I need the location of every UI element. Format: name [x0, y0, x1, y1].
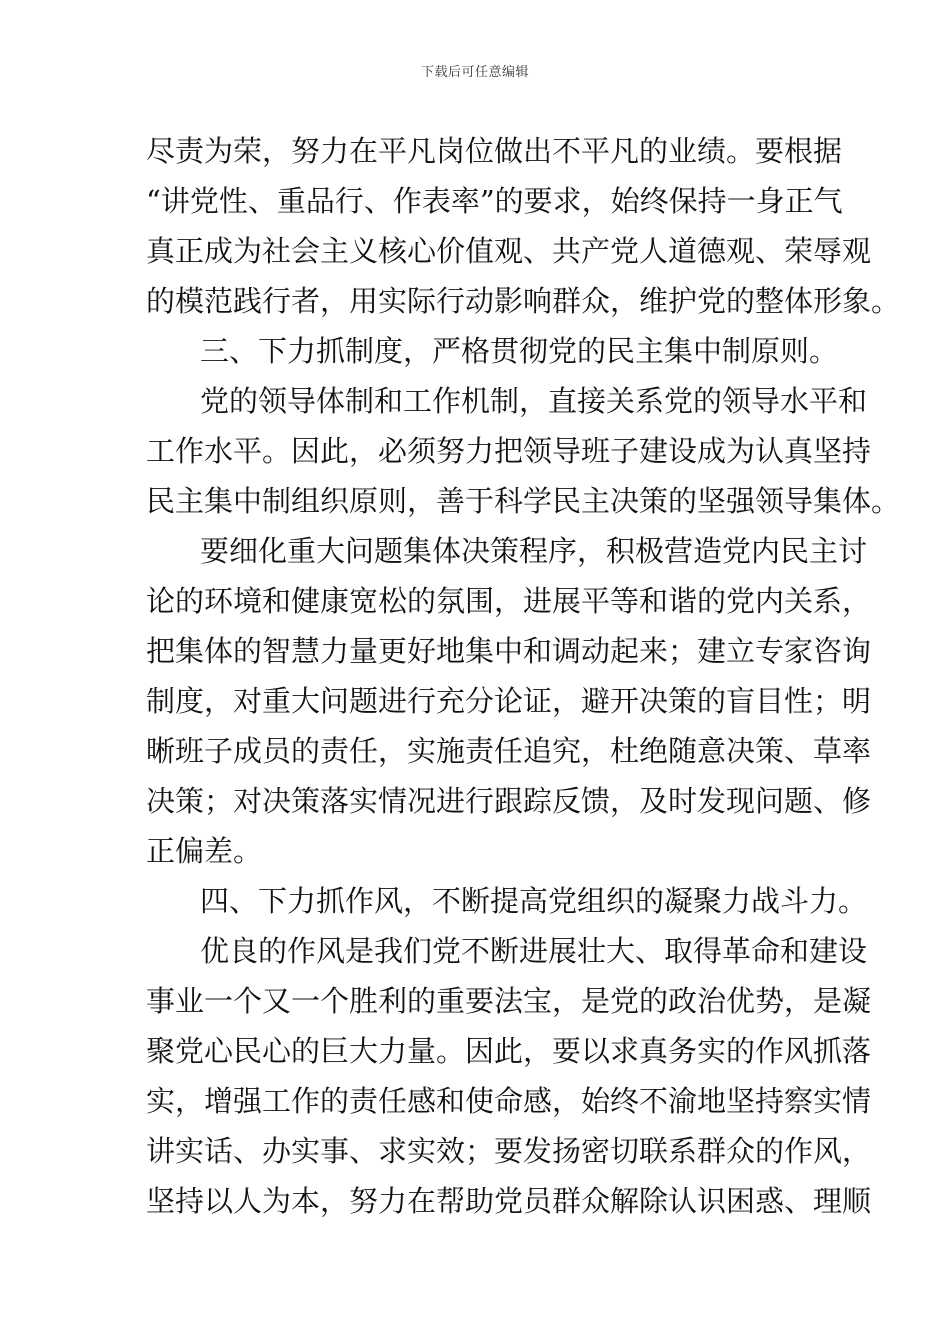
text-line: 决策；对决策落实情况进行跟踪反馈，及时发现问题、修: [146, 784, 872, 818]
text-line: “讲党性、重品行、作表率”的要求，始终保持一身正气: [146, 184, 843, 218]
text-line: 的模范践行者，用实际行动影响群众，维护党的整体形象。: [146, 284, 901, 318]
text-line: 民主集中制组织原则，善于科学民主决策的坚强领导集体。: [146, 484, 901, 518]
text-line: 聚党心民心的巨大力量。因此，要以求真务实的作风抓落: [146, 1034, 872, 1068]
text-line: 论的环境和健康宽松的氛围，进展平等和谐的党内关系，: [146, 584, 872, 618]
text-line: 三、下力抓制度，严格贯彻党的民主集中制原则。: [200, 334, 839, 368]
text-line: 优良的作风是我们党不断进展壮大、取得革命和建设: [200, 934, 868, 968]
text-line: 把集体的智慧力量更好地集中和调动起来；建立专家咨询: [146, 634, 872, 668]
text-line: 四、下力抓作风，不断提高党组织的凝聚力战斗力。: [200, 884, 868, 918]
page-header: 下载后可任意编辑: [420, 65, 529, 80]
text-line: 事业一个又一个胜利的重要法宝，是党的政治优势，是凝: [146, 984, 872, 1018]
text-line: 坚持以人为本，努力在帮助党员群众解除认识困惑、理顺: [146, 1184, 872, 1218]
text-line: 真正成为社会主义核心价值观、共产党人道德观、荣辱观: [146, 234, 872, 268]
text-line: 讲实话、办实事、求实效；要发扬密切联系群众的作风，: [146, 1134, 872, 1168]
text-line: 要细化重大问题集体决策程序，积极营造党内民主讨: [200, 534, 868, 568]
body-text: [146, 126, 901, 1226]
text-line: 正偏差。: [146, 834, 263, 868]
text-line: 晰班子成员的责任，实施责任追究，杜绝随意决策、草率: [146, 734, 872, 768]
text-line: 党的领导体制和工作机制，直接关系党的领导水平和: [200, 384, 868, 418]
text-line: 实，增强工作的责任感和使命感，始终不渝地坚持察实情: [146, 1084, 872, 1118]
text-line: 制度，对重大问题进行充分论证，避开决策的盲目性；明: [146, 684, 872, 718]
text-line: 工作水平。因此，必须努力把领导班子建设成为认真坚持: [146, 434, 872, 468]
text-line: 尽责为荣，努力在平凡岗位做出不平凡的业绩。要根据: [146, 134, 843, 168]
